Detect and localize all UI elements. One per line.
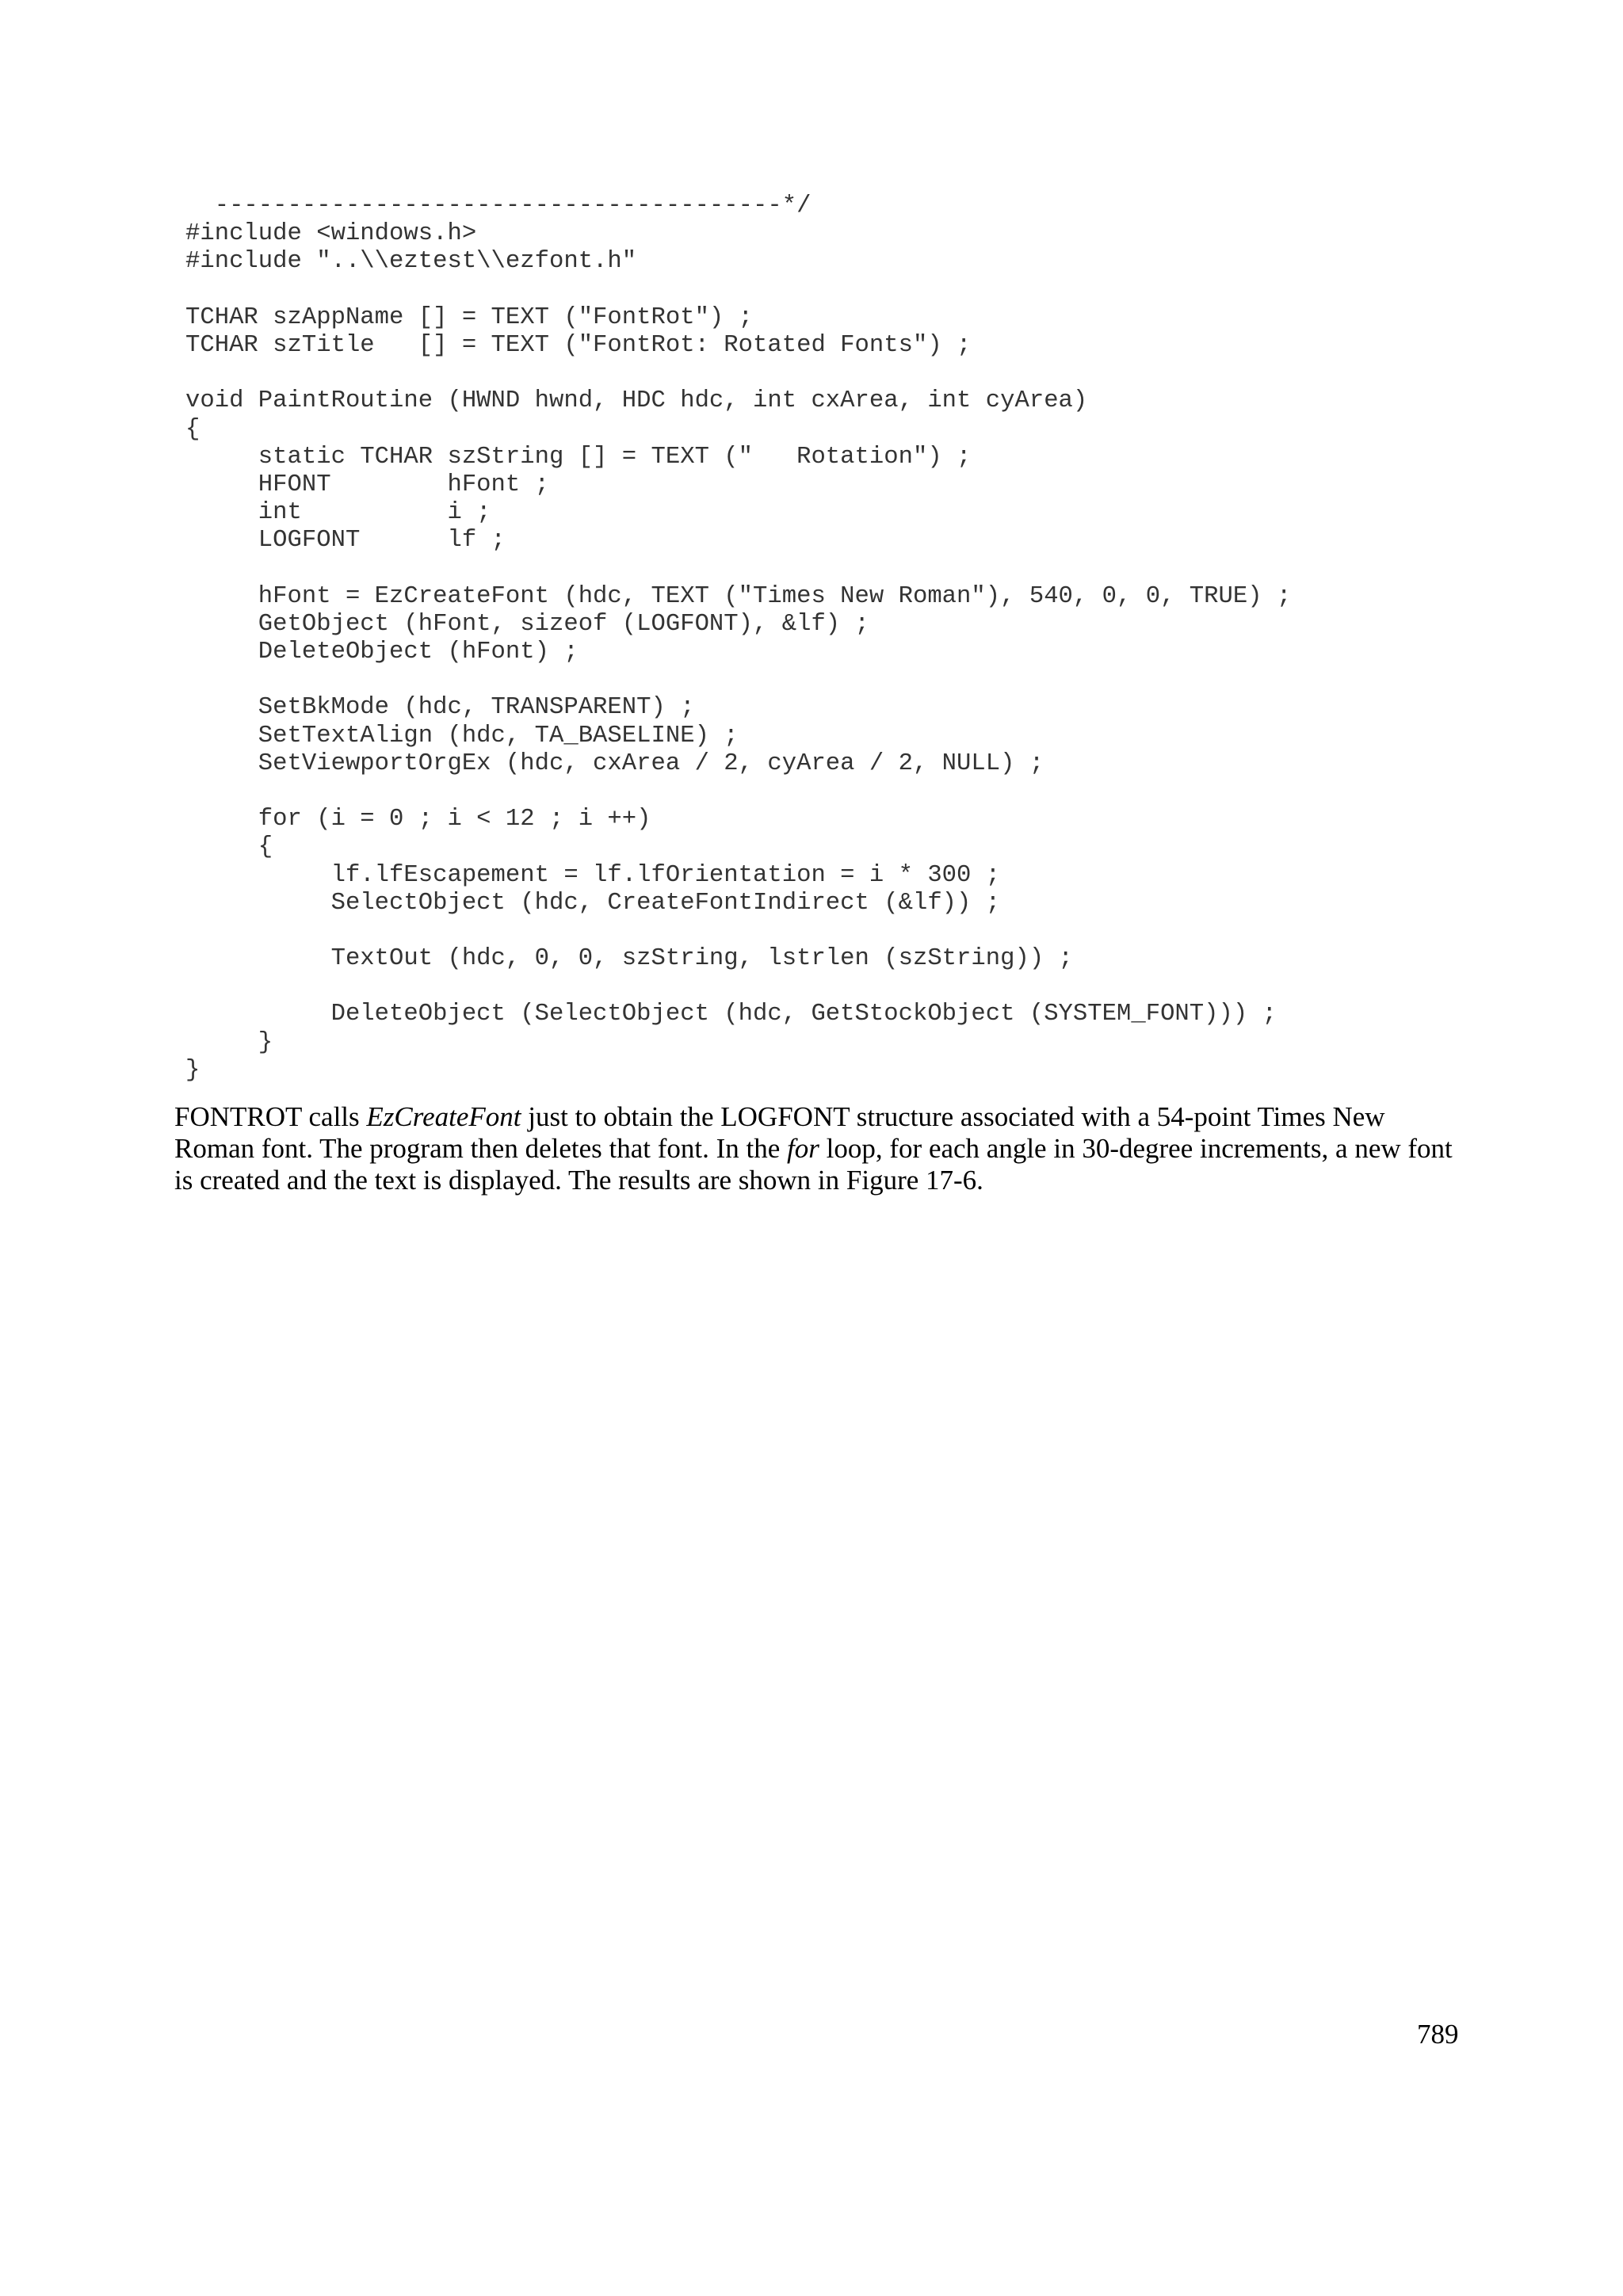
code-line: SetBkMode (hdc, TRANSPARENT) ; — [185, 694, 695, 722]
paragraph-text: loop, for each angle in 30-degree increments, a new font is created and the text is displayed. The results are shown in Figure 17-6. — [174, 1133, 1453, 1196]
code-line: { — [185, 833, 273, 861]
code-line: SetTextAlign (hdc, TA_BASELINE) ; — [185, 722, 739, 749]
code-line: for (i = 0 ; i < 12 ; i ++) — [185, 806, 651, 833]
code-line: TCHAR szTitle [] = TEXT ("FontRot: Rotated Fonts") ; — [185, 331, 972, 359]
body-paragraph — [174, 1101, 1458, 1196]
code-line: int i ; — [185, 499, 491, 527]
keyword-emphasis: for — [787, 1133, 819, 1164]
code-line: hFont = EzCreateFont (hdc, TEXT ("Times New Roman"), 540, 0, 0, TRUE) ; — [185, 582, 1292, 610]
code-line: #include "..\\eztest\\ezfont.h" — [185, 248, 637, 276]
code-line — [185, 277, 1291, 304]
paragraph-text: just to obtain the LOGFONT structure associated with a 54-point Times New Roman font. The program then deletes that font. In the — [174, 1101, 1385, 1164]
code-line: TCHAR szAppName [] = TEXT ("FontRot") ; — [185, 303, 754, 331]
code-line: GetObject (hFont, sizeof (LOGFONT), &lf) ; — [185, 610, 869, 638]
code-line: lf.lfEscapement = lf.lfOrientation = i * 300 ; — [185, 861, 1001, 889]
code-line: } — [185, 1028, 273, 1056]
function-name-emphasis: EzCreateFont — [366, 1101, 521, 1132]
code-line: LOGFONT lf ; — [185, 527, 506, 555]
code-line: HFONT hFont ; — [185, 471, 549, 498]
code-line: static TCHAR szString [] = TEXT (" Rotation") ; — [185, 443, 972, 471]
code-line: } — [185, 1056, 200, 1084]
code-line: ---------------------------------------*/ — [185, 193, 812, 219]
code-line — [185, 555, 1291, 582]
code-line — [185, 917, 1291, 945]
code-line: TextOut (hdc, 0, 0, szString, lstrlen (szString)) ; — [185, 945, 1073, 973]
code-line — [185, 360, 1291, 387]
code-line: #include <windows.h> — [185, 220, 477, 248]
code-line: DeleteObject (SelectObject (hdc, GetStockObject (SYSTEM_FONT))) ; — [185, 1001, 1277, 1028]
code-line: SelectObject (hdc, CreateFontIndirect (&lf)) ; — [185, 889, 1001, 917]
code-line — [185, 666, 1291, 694]
code-listing — [185, 193, 1291, 1085]
code-line: DeleteObject (hFont) ; — [185, 639, 579, 666]
page-number: 789 — [1417, 2019, 1459, 2050]
code-line — [185, 778, 1291, 806]
code-line: SetViewportOrgEx (hdc, cxArea / 2, cyArea / 2, NULL) ; — [185, 749, 1044, 777]
code-line: { — [185, 415, 200, 443]
code-line — [185, 973, 1291, 1001]
code-line: void PaintRoutine (HWND hwnd, HDC hdc, int cxArea, int cyArea) — [185, 387, 1088, 415]
paragraph-text: FONTROT calls — [174, 1101, 367, 1132]
